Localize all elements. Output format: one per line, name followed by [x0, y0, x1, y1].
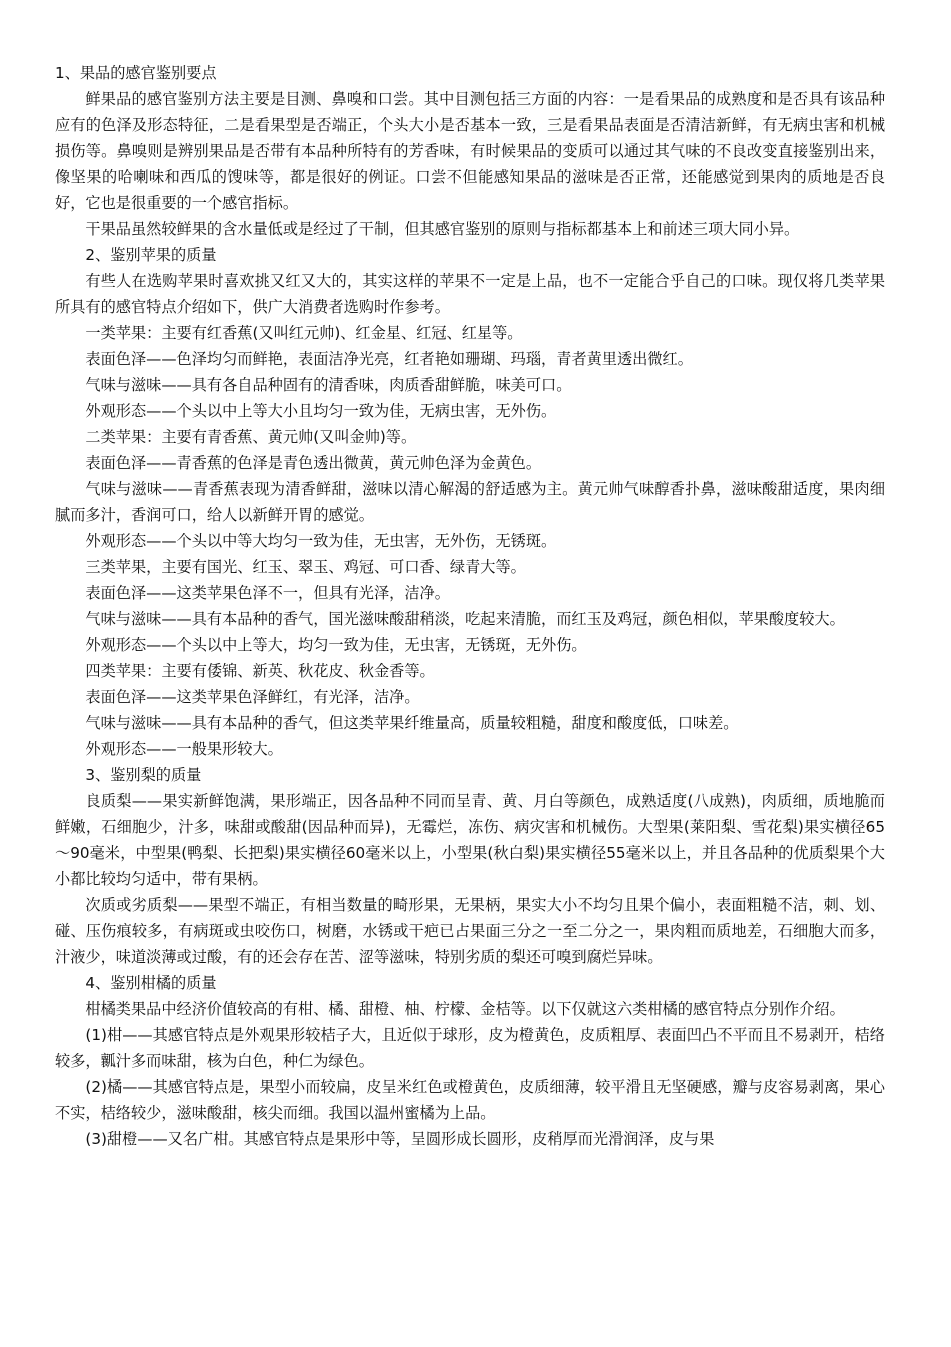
paragraph: (2)橘——其感官特点是，果型小而较扁，皮呈米红色或橙黄色，皮质细薄，较平滑且无坚硬感，瓣与皮容易剥离，果心不实，桔络较少，滋味酸甜，核尖而细。我国以温州蜜橘为上品。: [55, 1078, 885, 1122]
paragraph: (1)柑——其感官特点是外观果形较桔子大，且近似于球形，皮为橙黄色，皮质粗厚、表面凹凸不平而且不易剥开，桔络较多，瓤汁多而味甜，核为白色，种仁为绿色。: [55, 1026, 885, 1070]
paragraph: 气味与滋味——具有本品种的香气，国光滋味酸甜稍淡，吃起来清脆，而红玉及鸡冠，颜色相似，苹果酸度较大。: [85, 610, 845, 628]
document-body: [55, 60, 885, 1152]
paragraph: 二类苹果：主要有青香蕉、黄元帅(又叫金帅)等。: [85, 428, 417, 446]
paragraph: 外观形态——一般果形较大。: [85, 740, 283, 758]
paragraph: 良质梨——果实新鲜饱满，果形端正，因各品种不同而呈青、黄、月白等颜色，成熟适度(八成熟)，肉质细，质地脆而鲜嫩，石细胞少，汁多，味甜或酸甜(因品种而异)，无霉烂，冻伤、病灾害和机械伤。大型果(莱阳梨、雪花梨)果实横径65～90毫米，中型果(鸭梨、长把梨)果实横径60毫米以上，小型果(秋白梨)果实横径55毫米以上，并且各品种的优质梨果个大小都比较均匀适中，带有果柄。: [55, 792, 885, 888]
paragraph: 表面色泽——色泽均匀而鲜艳，表面洁净光亮，红者艳如珊瑚、玛瑙，青者黄里透出微红。: [85, 350, 693, 368]
paragraph: 气味与滋味——青香蕉表现为清香鲜甜，滋味以清心解渴的舒适感为主。黄元帅气味醇香扑鼻，滋味酸甜适度，果肉细腻而多汁，香润可口，给人以新鲜开胃的感觉。: [55, 480, 885, 524]
paragraph: 外观形态——个头以中上等大小且均匀一致为佳，无病虫害，无外伤。: [85, 402, 557, 420]
paragraph: 外观形态——个头以中上等大，均匀一致为佳，无虫害，无锈斑，无外伤。: [85, 636, 587, 654]
paragraph: 有些人在选购苹果时喜欢挑又红又大的，其实这样的苹果不一定是上品，也不一定能合乎自己的口味。现仅将几类苹果所具有的感官特点介绍如下，供广大消费者选购时作参考。: [55, 272, 885, 316]
paragraph: 表面色泽——青香蕉的色泽是青色透出微黄，黄元帅色泽为金黄色。: [85, 454, 542, 472]
heading-pear: 3、鉴别梨的质量: [85, 766, 202, 784]
heading-fruit-sensory: 1、果品的感官鉴别要点: [55, 64, 217, 82]
paragraph: 外观形态——个头以中等大均匀一致为佳，无虫害，无外伤，无锈斑。: [85, 532, 557, 550]
heading-apple: 2、鉴别苹果的质量: [85, 246, 217, 264]
paragraph: 鲜果品的感官鉴别方法主要是目测、鼻嗅和口尝。其中目测包括三方面的内容：一是看果品的成熟度和是否具有该品种应有的色泽及形态特征，二是看果型是否端正，个头大小是否基本一致，三是看果品表面是否清洁新鲜，有无病虫害和机械损伤等。鼻嗅则是辨别果品是否带有本品种所特有的芳香味，有时候果品的变质可以通过其气味的不良改变直接鉴别出来，像坚果的哈喇味和西瓜的馊味等，都是很好的例证。口尝不但能感知果品的滋味是否正常，还能感觉到果肉的质地是否良好，它也是很重要的一个感官指标。: [55, 90, 885, 212]
paragraph: (3)甜橙——又名广柑。其感官特点是果形中等，呈圆形成长圆形，皮稍厚而光滑润泽，皮与果: [85, 1130, 715, 1148]
paragraph: 次质或劣质梨——果型不端正，有相当数量的畸形果，无果柄，果实大小不均匀且果个偏小，表面粗糙不洁，刺、划、碰、压伤痕较多，有病斑或虫咬伤口，树磨，水锈或干疤已占果面三分之一至二分之一，果肉粗而质地差，石细胞大而多，汁液少，味道淡薄或过酸，有的还会存在苦、涩等滋味，特别劣质的梨还可嗅到腐烂异味。: [55, 896, 885, 966]
paragraph: 干果品虽然较鲜果的含水量低或是经过了干制，但其感官鉴别的原则与指标都基本上和前述三项大同小异。: [85, 220, 800, 238]
paragraph: 表面色泽——这类苹果色泽不一，但具有光泽，洁净。: [85, 584, 450, 602]
paragraph: 四类苹果：主要有倭锦、新英、秋花皮、秋金香等。: [85, 662, 435, 680]
paragraph: 三类苹果，主要有国光、红玉、翠玉、鸡冠、可口香、绿青大等。: [85, 558, 526, 576]
paragraph: 气味与滋味——具有本品种的香气，但这类苹果纤维量高，质量较粗糙，甜度和酸度低，口味差。: [85, 714, 739, 732]
paragraph: 表面色泽——这类苹果色泽鲜红，有光泽，洁净。: [85, 688, 420, 706]
paragraph: 柑橘类果品中经济价值较高的有柑、橘、甜橙、柚、柠檬、金桔等。以下仅就这六类柑橘的感官特点分别作介绍。: [85, 1000, 845, 1018]
heading-citrus: 4、鉴别柑橘的质量: [85, 974, 217, 992]
paragraph: 气味与滋味——具有各自品种固有的清香味，肉质香甜鲜脆，味美可口。: [85, 376, 572, 394]
paragraph: 一类苹果：主要有红香蕉(又叫红元帅)、红金星、红冠、红星等。: [85, 324, 523, 342]
